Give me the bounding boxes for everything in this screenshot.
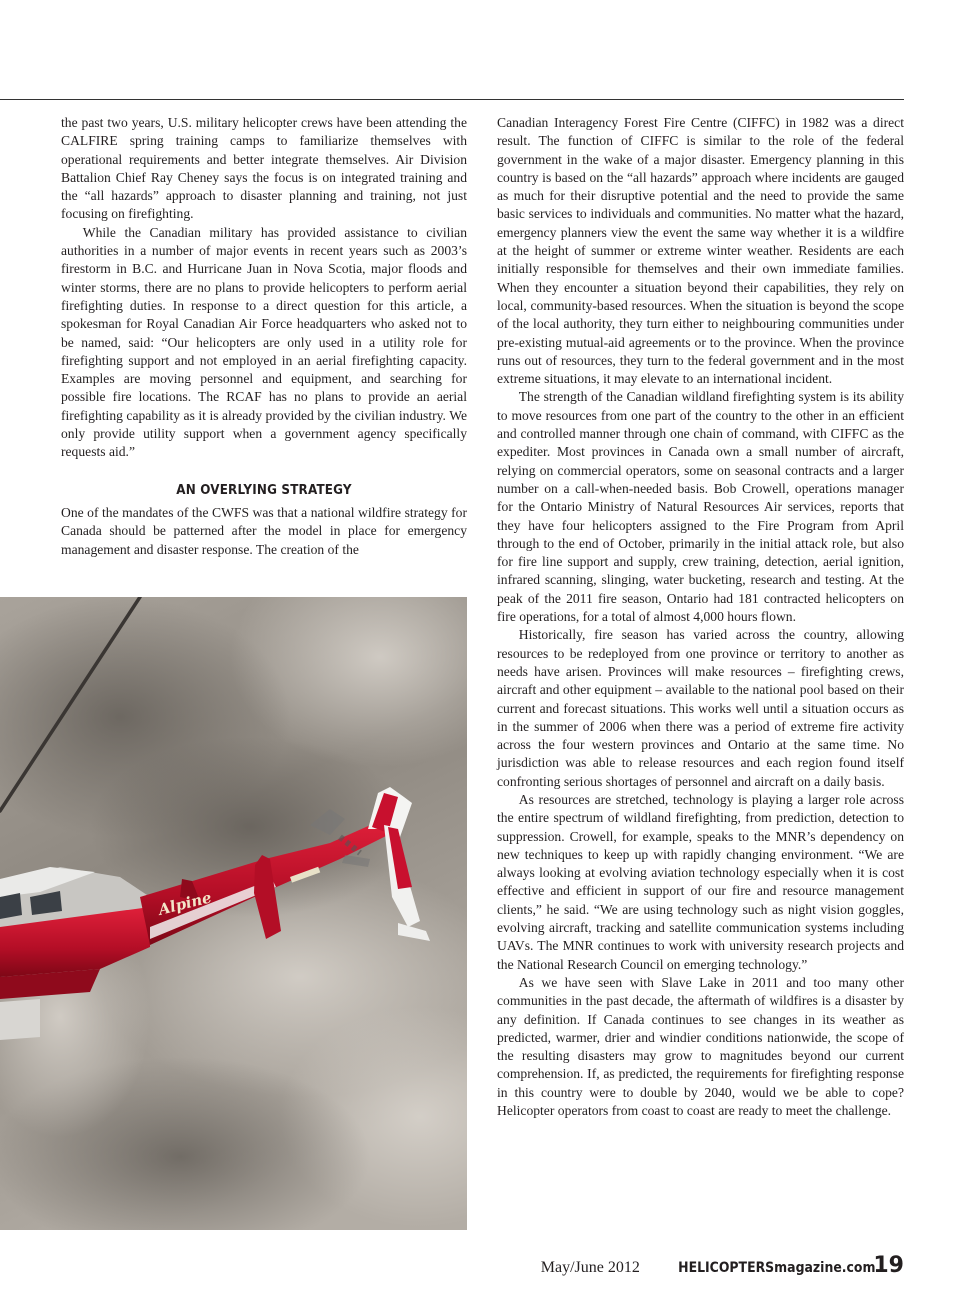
helicopter-tail-lettering: Alpine	[156, 888, 214, 919]
left-column	[61, 114, 467, 559]
right-column	[497, 114, 904, 1120]
page-number: 19	[873, 1253, 904, 1278]
footer-site-name: HELICOPTERSmagazine.com	[678, 1260, 876, 1276]
helicopter-photo	[0, 597, 467, 1230]
section-subhead: AN OVERLYING STRATEGY	[176, 482, 352, 498]
left-paragraph-1: the past two years, U.S. military helicopter crews have been attending the CALFIRE spring training camps to familiarize themselves with operational requirements and better integrate themselves. Air Division Battalion Chief Ray Cheney says the focus is on integrated training and the “all hazards” approach to disaster planning and training, not just focusing on firefighting.	[61, 115, 467, 222]
right-paragraph-3: Historically, fire season has varied across the country, allowing resources to be redeployed from one province or territory to another as needs have arisen. Provinces will make resources – firefighting crews, aircraft and other equipment – available to the national pool based on their current and forecast situations. This works well until a situation occurs as in the summer of 2006 when there was a period of extreme fire activity across the four western provinces and Ontario at the same time. No jurisdiction was able to release resources and each region found itself confronting serious shortages of personnel and aircraft on a daily basis.	[497, 627, 904, 789]
right-paragraph-1: Canadian Interagency Forest Fire Centre (CIFFC) in 1982 was a direct result. The function of CIFFC is similar to the role of the federal government in the wake of a major disaster. Emergency planning in this country is based on the “all hazards” approach where incidents are gauged as much for their disruptive potential and the need to provide the same basic services to individuals and communities. No matter what the hazard, emergency planners view the event the same way whether it is a wildfire at the height of summer or extreme winter weather. Residents are each initially responsible for themselves and their own immediate families. When they encounter a situation beyond their capabilities, they rely on local, community-based resources. When the situation is beyond the scope of the local authority, they turn either to neighbouring communities under pre-existing mutual-aid agreements or to the province. When the province runs out of resources, they turn to the federal government and in the most extreme situations, it may elevate to an international incident.	[497, 115, 904, 387]
footer-issue-date: May/June 2012	[540, 1259, 640, 1276]
right-paragraph-2: The strength of the Canadian wildland firefighting system is its ability to move resources from one part of the country to the other in an efficient and controlled manner through one chain of command, with CIFFC as the expediter. Most provinces in Canada own a small number of aircraft, relying on commercial operators, some on seasonal contracts and a larger number on a call-when-needed basis. Bob Crowell, operations manager for the Ontario Ministry of Natural Resources Air services, reports that they have four helicopters assigned to the Fire Program from April through to the end of October, primarily in the initial attack role, but also for fire line support and supply, crew training, detection, aerial ignition, infrared scanning, slinging, water bucketing, research and testing. At the peak of the 2011 fire season, Ontario had 181 contracted helicopters on fire operations, for a total of almost 4,000 hours flown.	[497, 389, 904, 625]
header-rule	[0, 99, 904, 100]
right-paragraph-4: As resources are stretched, technology is playing a larger role across the entire spectrum of wildland firefighting, from prediction, detection to suppression. Crowell, for example, speaks to the MNR’s dependency on new techniques to keep up with rapidly changing environment. “We are always looking at evolving aviation technology especially when it is cost effective and efficient in support of our fire and resource management clients,” he said. “We are using technology such as night vision goggles, evolving aircraft, tracking and satellite communication systems including UAVs. The MNR continues to work with university research projects and the National Research Council on emerging technology.”	[497, 791, 904, 972]
right-paragraph-5: As we have seen with Slave Lake in 2011 and too many other communities in the past decade, the aftermath of wildfires is a disaster by any definition. If Canada continues to see changes in its weather as predicted, warmer, drier and windier conditions nationwide, the scope of the resulting disasters may grow to magnitudes beyond our current comprehension. If, as predicted, the requirements for firefighting response in this country were to double by 2040, would we be able to cope? Helicopter operators from coast to coast are ready to meet the challenge.	[497, 974, 904, 1119]
page-footer	[541, 1253, 904, 1283]
left-paragraph-2: While the Canadian military has provided assistance to civilian authorities in a number of major events in recent years such as 2003’s firestorm in B.C. and Hurricane Juan in Nova Scotia, major floods and winter storms, there are no plans to provide helicopters to perform aerial firefighting duties. In response to a direct question for this article, a spokesman for Royal Canadian Air Force headquarters who asked not to be named, said: “Our helicopters are only used in a utility role for firefighting support and not employed in an aerial firefighting capacity. Examples are moving personnel and equipment, and searching for possible fire locations. The RCAF has no plans to provide an aerial firefighting capability as it is already provided by the civilian industry. We only provide utility support when a government agency specifically requests aid.”	[61, 224, 467, 460]
left-paragraph-3: One of the mandates of the CWFS was that a national wildfire strategy for Canada should be patterned after the model in place for emergency management and disaster response. The creation of the	[61, 504, 467, 557]
